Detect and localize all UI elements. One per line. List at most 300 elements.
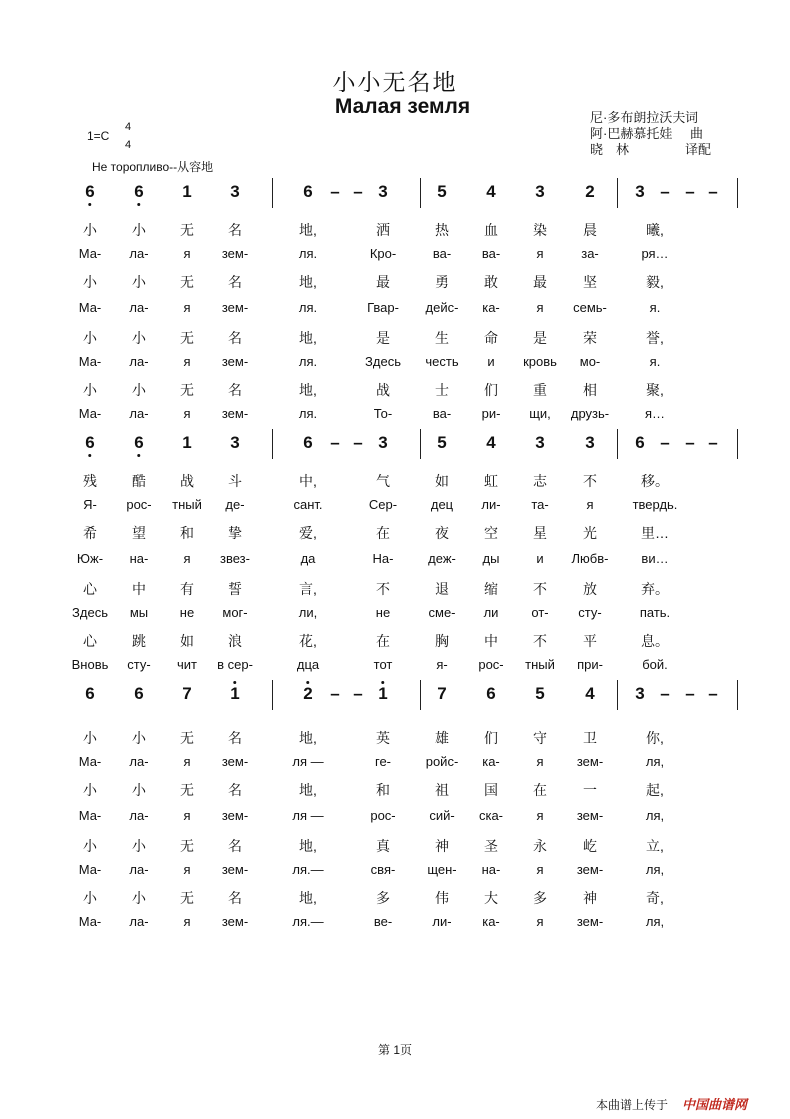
lyric-syllable: 最: [533, 274, 547, 290]
lyric-syllable: рос-: [478, 657, 504, 672]
lyric-syllable: 无: [180, 330, 194, 346]
lyric-syllable: 小: [132, 782, 146, 798]
lyric-syllable: 希: [83, 525, 97, 541]
lyric-syllable: ла-: [129, 300, 149, 315]
lyric-syllable: Здесь: [72, 605, 108, 620]
lyric-syllable: я: [536, 808, 544, 823]
lyric-syllable: 热: [435, 222, 449, 238]
lyric-syllable: зем-: [576, 754, 604, 769]
lyric-syllable: 中: [484, 633, 498, 649]
title-russian: Малая земля: [334, 95, 471, 118]
lyric-syllable: та-: [531, 497, 549, 512]
lyric-syllable: зем-: [221, 246, 249, 261]
lyric-syllable: я-: [436, 657, 448, 672]
lyric-syllable: 名: [228, 782, 242, 798]
lyric-syllable: чит: [177, 657, 197, 672]
lyric-syllable: я.: [649, 354, 661, 369]
note: 6: [134, 433, 143, 453]
note: 1: [378, 684, 387, 704]
lyric-syllable: ля.: [298, 300, 318, 315]
credit-role: 曲: [690, 126, 704, 141]
lyric-syllable: 小: [83, 274, 97, 290]
credit-role: 词: [685, 110, 699, 125]
lyric-syllable: я: [183, 246, 191, 261]
lyric-syllable: Я-: [83, 497, 97, 512]
note: 7: [437, 684, 447, 703]
lyric-syllable: за-: [581, 246, 599, 261]
lyric-syllable: я: [536, 862, 544, 877]
lyric-syllable: я: [536, 300, 544, 315]
lyric-syllable: 国: [484, 782, 498, 798]
lyric-syllable: ла-: [129, 246, 149, 261]
lyric-syllable: не: [375, 605, 391, 620]
lyric-syllable: я: [183, 914, 191, 929]
lyric-syllable: 毅,: [646, 274, 664, 290]
lyric-syllable: 无: [180, 222, 194, 238]
lyric-syllable: твердь.: [632, 497, 678, 512]
lyric-syllable: Сер-: [368, 497, 398, 512]
lyric-syllable: 挚: [228, 525, 242, 541]
note: 6: [134, 182, 143, 202]
lyric-syllable: 屹: [583, 838, 597, 854]
lyric-syllable: рос-: [370, 808, 396, 823]
note-hold-dash: –: [353, 433, 363, 452]
lyric-syllable: 如: [180, 633, 194, 649]
lyric-syllable: 敢: [484, 274, 498, 290]
lyric-syllable: 祖: [435, 782, 449, 798]
lyric-syllable: 地,: [299, 274, 317, 290]
lyric-syllable: 在: [376, 633, 390, 649]
lyric-syllable: я…: [644, 406, 666, 421]
barline: [617, 178, 618, 208]
lyric-syllable: 平: [583, 633, 597, 649]
lyric-syllable: я: [536, 246, 544, 261]
lyric-syllable: ройс-: [425, 754, 459, 769]
lyric-syllable: 起,: [646, 782, 664, 798]
barline: [737, 680, 738, 710]
lyric-syllable: 你,: [646, 730, 664, 746]
lyric-syllable: 胸: [435, 633, 449, 649]
octave-dot-below: [89, 203, 92, 206]
time-top: 4: [125, 121, 132, 133]
note: 2: [585, 182, 595, 201]
lyric-syllable: 小: [83, 382, 97, 398]
lyric-syllable: 爱,: [299, 525, 317, 541]
lyric-syllable: 空: [484, 525, 498, 541]
lyric-syllable: сант.: [293, 497, 323, 512]
lyric-syllable: мы: [129, 605, 149, 620]
lyric-syllable: 真: [376, 838, 390, 854]
lyric-syllable: 中: [132, 581, 146, 597]
lyric-syllable: 花,: [299, 633, 317, 649]
note-hold-dash: –: [685, 684, 695, 703]
lyric-syllable: 永: [533, 838, 547, 854]
title-chinese: 小小无名地: [332, 70, 458, 96]
lyric-syllable: 无: [180, 890, 194, 906]
lyric-syllable: зем-: [221, 300, 249, 315]
footer-logo: 中国曲谱网: [682, 1097, 748, 1112]
lyric-syllable: рос-: [126, 497, 152, 512]
lyric-syllable: 在: [533, 782, 547, 798]
lyric-syllable: дейс-: [425, 300, 459, 315]
lyric-syllable: 无: [180, 274, 194, 290]
time-bottom: 4: [125, 139, 132, 151]
lyric-syllable: свя-: [370, 862, 396, 877]
lyric-syllable: 有: [180, 581, 194, 597]
credit-name: 晓 林: [590, 142, 630, 157]
lyric-syllable: я: [536, 914, 544, 929]
lyric-syllable: 立,: [646, 838, 664, 854]
lyric-syllable: 光: [583, 525, 597, 541]
lyric-syllable: 士: [435, 382, 449, 398]
note: 1: [182, 182, 192, 201]
lyric-syllable: 弃。: [641, 581, 669, 597]
note: 3: [230, 433, 240, 452]
lyric-syllable: 小: [132, 838, 146, 854]
lyric-syllable: 不: [533, 633, 547, 649]
lyric-syllable: 守: [533, 730, 547, 746]
lyric-syllable: тот: [373, 657, 393, 672]
note-hold-dash: –: [330, 684, 340, 703]
lyric-syllable: 虹: [484, 473, 498, 489]
lyric-syllable: зем-: [576, 808, 604, 823]
lyric-syllable: ля.: [298, 246, 318, 261]
key-signature: 1=C: [87, 129, 110, 143]
lyric-syllable: 血: [484, 222, 498, 238]
lyric-syllable: 多: [533, 890, 547, 906]
lyric-syllable: ва-: [432, 246, 452, 261]
lyric-syllable: я: [183, 354, 191, 369]
lyric-syllable: звез-: [220, 551, 250, 566]
lyric-syllable: 志: [533, 473, 547, 489]
footer-source: 本曲谱上传于: [596, 1098, 669, 1112]
lyric-syllable: 最: [376, 274, 390, 290]
lyric-syllable: Кро-: [369, 246, 397, 261]
barline: [737, 178, 738, 208]
lyric-syllable: 晨: [583, 222, 597, 238]
lyric-syllable: 和: [376, 782, 390, 798]
lyric-syllable: на-: [481, 862, 501, 877]
lyric-syllable: 地,: [299, 838, 317, 854]
lyric-syllable: зем-: [221, 754, 249, 769]
lyric-syllable: 无: [180, 782, 194, 798]
lyric-syllable: 小: [83, 730, 97, 746]
lyric-syllable: я: [183, 406, 191, 421]
lyric-syllable: 放: [583, 581, 597, 597]
lyric-syllable: 雄: [435, 730, 449, 746]
lyric-syllable: я: [536, 754, 544, 769]
lyric-syllable: 地,: [299, 222, 317, 238]
credit-name: 阿·巴赫慕托娃: [590, 126, 673, 141]
lyric-syllable: ля.—: [292, 862, 324, 877]
lyric-syllable: 曦,: [646, 222, 664, 238]
note: 3: [535, 433, 545, 452]
lyric-syllable: мо-: [579, 354, 601, 369]
octave-dot-below: [138, 454, 141, 457]
lyric-syllable: зем-: [221, 406, 249, 421]
lyric-syllable: от-: [531, 605, 549, 620]
note-hold-dash: –: [708, 182, 718, 201]
lyric-syllable: То-: [373, 406, 393, 421]
lyric-syllable: 神: [583, 890, 597, 906]
lyric-syllable: 战: [376, 382, 390, 398]
note: 6: [85, 684, 95, 703]
lyric-syllable: ка-: [482, 754, 500, 769]
lyric-syllable: ва-: [481, 246, 501, 261]
lyric-syllable: 多: [376, 890, 390, 906]
lyric-syllable: Гвар-: [367, 300, 399, 315]
barline: [272, 429, 273, 459]
lyric-syllable: 圣: [484, 838, 498, 854]
note-hold-dash: –: [353, 684, 363, 703]
note: 2: [303, 684, 312, 704]
lyric-syllable: 无: [180, 730, 194, 746]
lyric-syllable: 卫: [583, 730, 597, 746]
lyric-syllable: 小: [83, 222, 97, 238]
lyric-syllable: 相: [583, 382, 597, 398]
lyric-syllable: 心: [83, 633, 97, 649]
lyric-syllable: 名: [228, 382, 242, 398]
note: 3: [635, 182, 645, 201]
lyric-syllable: 一: [583, 782, 597, 798]
octave-dot-below: [89, 454, 92, 457]
lyric-syllable: я: [183, 754, 191, 769]
lyric-syllable: 誉,: [646, 330, 664, 346]
lyric-syllable: зем-: [221, 808, 249, 823]
lyric-syllable: 们: [484, 730, 498, 746]
lyric-syllable: 是: [533, 330, 547, 346]
lyric-syllable: ла-: [129, 808, 149, 823]
lyric-syllable: 缩: [484, 581, 498, 597]
lyric-syllable: 坚: [583, 274, 597, 290]
lyric-syllable: 中,: [299, 473, 317, 489]
lyric-syllable: ря…: [641, 246, 669, 261]
lyric-syllable: 残: [83, 473, 97, 489]
note: 6: [134, 684, 144, 703]
lyric-syllable: 名: [228, 730, 242, 746]
lyric-syllable: ла-: [129, 754, 149, 769]
lyric-syllable: Ма-: [78, 406, 102, 421]
lyric-syllable: ля.—: [292, 914, 324, 929]
lyric-syllable: На-: [372, 551, 394, 566]
lyric-syllable: 斗: [228, 473, 242, 489]
lyric-syllable: мог-: [222, 605, 248, 620]
lyric-syllable: сме-: [428, 605, 456, 620]
note: 3: [585, 433, 595, 452]
note: 6: [303, 182, 313, 201]
lyric-syllable: 心: [83, 581, 97, 597]
lyric-syllable: да: [300, 551, 316, 566]
lyric-syllable: тный: [525, 657, 555, 672]
lyric-syllable: 小: [83, 838, 97, 854]
lyric-syllable: 不: [376, 581, 390, 597]
note: 7: [182, 684, 192, 703]
lyric-syllable: пать.: [639, 605, 671, 620]
note: 6: [85, 182, 94, 202]
lyric-syllable: 小: [132, 330, 146, 346]
lyric-syllable: 名: [228, 222, 242, 238]
credit-name: 尼·多布朗拉沃夫: [590, 110, 686, 125]
lyric-syllable: 不: [533, 581, 547, 597]
octave-dot-above: [234, 681, 237, 684]
lyric-syllable: 跳: [132, 633, 146, 649]
lyric-syllable: ве-: [373, 914, 393, 929]
note: 5: [437, 433, 447, 452]
lyric-syllable: Ма-: [78, 246, 102, 261]
note: 6: [85, 433, 94, 453]
barline: [420, 178, 421, 208]
lyric-syllable: 英: [376, 730, 390, 746]
lyric-syllable: 重: [533, 382, 547, 398]
lyric-syllable: 名: [228, 330, 242, 346]
lyric-syllable: я: [183, 862, 191, 877]
lyric-syllable: зем-: [576, 914, 604, 929]
lyric-syllable: Ма-: [78, 808, 102, 823]
note: 6: [303, 433, 313, 452]
barline: [737, 429, 738, 459]
lyric-syllable: щен-: [427, 862, 457, 877]
lyric-syllable: 荣: [583, 330, 597, 346]
lyric-syllable: 名: [228, 838, 242, 854]
lyric-syllable: я: [183, 551, 191, 566]
note: 3: [378, 182, 388, 201]
lyric-syllable: ля,: [645, 862, 665, 877]
note-hold-dash: –: [660, 182, 670, 201]
lyric-syllable: 小: [132, 730, 146, 746]
lyric-syllable: ды: [482, 551, 500, 566]
lyric-syllable: ля.: [298, 406, 318, 421]
note: 4: [585, 684, 595, 703]
lyric-syllable: 言,: [299, 581, 317, 597]
lyric-syllable: ля —: [292, 754, 324, 769]
note: 3: [230, 182, 240, 201]
lyric-syllable: сту-: [578, 605, 602, 620]
barline: [272, 680, 273, 710]
lyric-syllable: 小: [83, 330, 97, 346]
lyric-syllable: ля,: [645, 754, 665, 769]
lyric-syllable: 地,: [299, 782, 317, 798]
lyric-syllable: 里…: [641, 525, 669, 541]
lyric-syllable: щи,: [529, 406, 551, 421]
lyric-syllable: ля —: [292, 808, 324, 823]
lyric-syllable: ли-: [432, 914, 452, 929]
lyric-syllable: Ма-: [78, 862, 102, 877]
note: 3: [635, 684, 645, 703]
lyric-syllable: деж-: [428, 551, 456, 566]
lyric-syllable: в сер-: [217, 657, 253, 672]
note: 6: [635, 433, 645, 452]
barline: [617, 429, 618, 459]
note: 6: [486, 684, 496, 703]
note: 3: [378, 433, 388, 452]
lyric-syllable: 战: [180, 473, 194, 489]
barline: [272, 178, 273, 208]
lyric-syllable: 勇: [435, 274, 449, 290]
lyric-syllable: я: [183, 808, 191, 823]
lyric-syllable: 誓: [228, 581, 242, 597]
lyric-syllable: ка-: [482, 914, 500, 929]
tempo-marking: Не торопливо--从容地: [92, 160, 214, 174]
lyric-syllable: сий-: [429, 808, 455, 823]
lyric-syllable: 奇,: [646, 890, 664, 906]
octave-dot-above: [307, 681, 310, 684]
lyric-syllable: Любв-: [571, 551, 609, 566]
lyric-syllable: 在: [376, 525, 390, 541]
lyric-syllable: 移。: [641, 473, 669, 489]
lyric-syllable: 小: [132, 274, 146, 290]
lyric-syllable: не: [179, 605, 195, 620]
note-hold-dash: –: [685, 433, 695, 452]
lyric-syllable: 酷: [132, 473, 146, 489]
lyric-syllable: зем-: [576, 862, 604, 877]
lyric-syllable: сту-: [127, 657, 151, 672]
lyric-syllable: 小: [83, 890, 97, 906]
lyric-syllable: Ма-: [78, 354, 102, 369]
lyric-syllable: ге-: [374, 754, 392, 769]
lyric-syllable: 生: [435, 330, 449, 346]
lyric-syllable: честь: [425, 354, 459, 369]
barline: [420, 429, 421, 459]
lyric-syllable: друзь-: [570, 406, 610, 421]
lyric-syllable: 小: [83, 782, 97, 798]
lyric-syllable: я: [586, 497, 594, 512]
note-hold-dash: –: [708, 684, 718, 703]
lyric-syllable: 地,: [299, 890, 317, 906]
lyric-syllable: 夜: [435, 525, 449, 541]
note-hold-dash: –: [330, 182, 340, 201]
lyric-syllable: 名: [228, 274, 242, 290]
note: 5: [535, 684, 545, 703]
note-hold-dash: –: [660, 684, 670, 703]
lyric-syllable: я: [183, 300, 191, 315]
note: 5: [437, 182, 447, 201]
note-hold-dash: –: [708, 433, 718, 452]
note: 1: [230, 684, 239, 704]
lyric-syllable: ла-: [129, 406, 149, 421]
lyric-syllable: 浪: [228, 633, 242, 649]
lyric-syllable: 洒: [376, 222, 390, 238]
lyric-syllable: дец: [430, 497, 454, 512]
lyric-syllable: Ма-: [78, 914, 102, 929]
lyric-syllable: Ма-: [78, 754, 102, 769]
lyric-syllable: 地,: [299, 330, 317, 346]
lyric-syllable: 和: [180, 525, 194, 541]
note: 4: [486, 182, 496, 201]
barline: [617, 680, 618, 710]
lyric-syllable: тный: [172, 497, 202, 512]
note-hold-dash: –: [353, 182, 363, 201]
lyric-syllable: ска-: [478, 808, 504, 823]
lyric-syllable: 星: [533, 525, 547, 541]
lyric-syllable: ри-: [481, 406, 501, 421]
lyric-syllable: 望: [132, 525, 146, 541]
lyric-syllable: и: [536, 551, 544, 566]
lyric-syllable: 无: [180, 382, 194, 398]
lyric-syllable: 们: [484, 382, 498, 398]
lyric-syllable: ли-: [481, 497, 501, 512]
lyric-syllable: 地,: [299, 730, 317, 746]
lyric-syllable: 神: [435, 838, 449, 854]
note: 3: [535, 182, 545, 201]
lyric-syllable: 命: [484, 330, 498, 346]
page-number: 第 1页: [377, 1043, 412, 1057]
lyric-syllable: семь-: [573, 300, 607, 315]
lyric-syllable: Юж-: [76, 551, 104, 566]
note-hold-dash: –: [685, 182, 695, 201]
octave-dot-above: [382, 681, 385, 684]
note: 1: [182, 433, 192, 452]
lyric-syllable: я.: [649, 300, 661, 315]
